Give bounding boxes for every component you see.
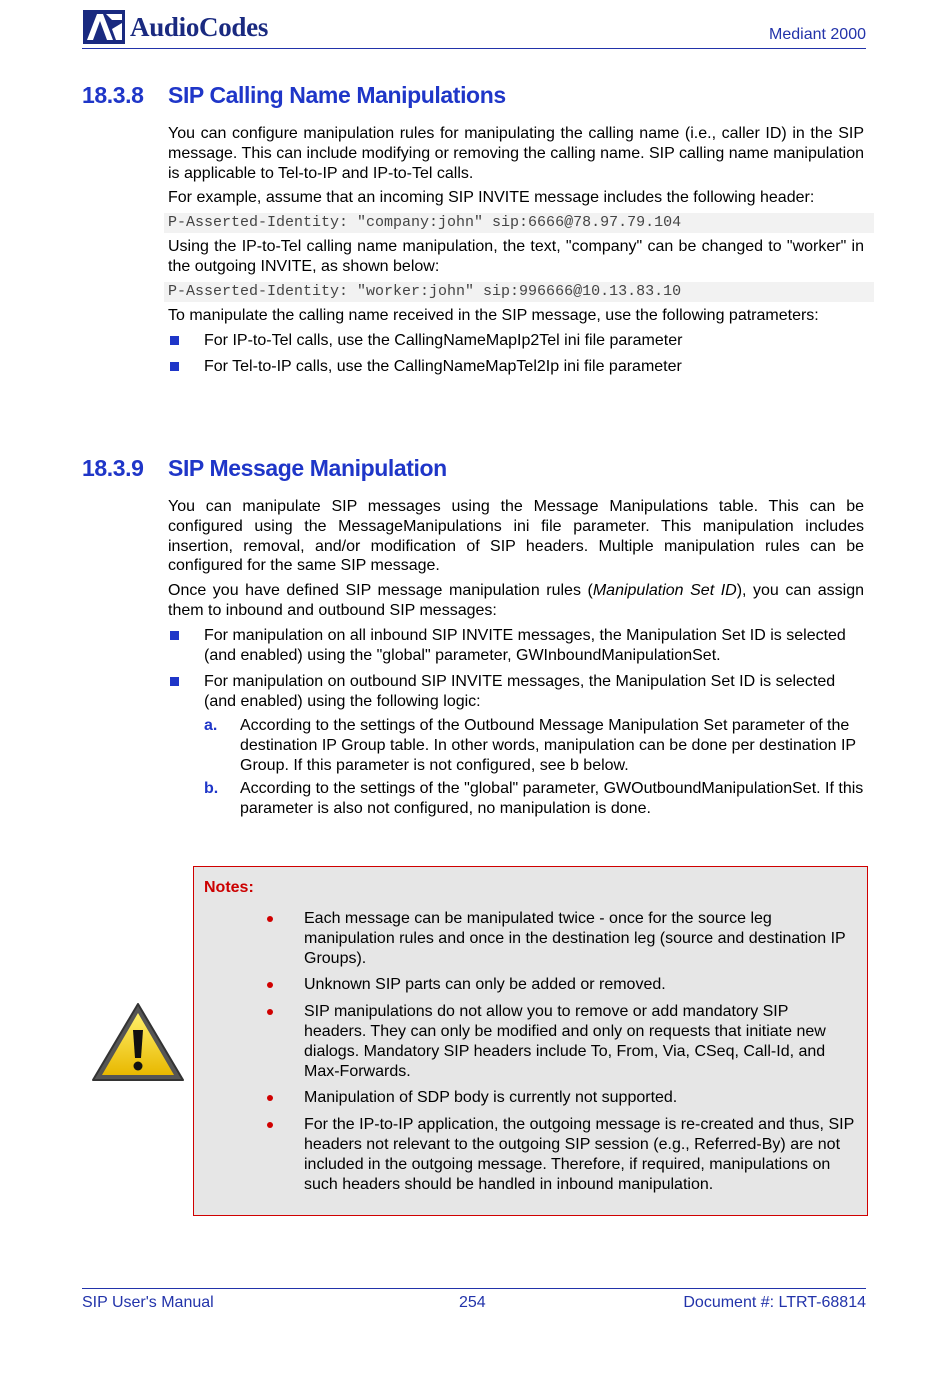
bullet-dot-icon [267, 916, 273, 922]
footer-manual-title: SIP User's Manual [82, 1294, 214, 1311]
list-item: For Tel-to-IP calls, use the CallingNameMapTel2Ip ini file parameter [168, 357, 864, 377]
page-header [82, 8, 866, 49]
bullet-dot-icon [267, 1122, 273, 1128]
page-footer [82, 1288, 866, 1317]
paragraph: To manipulate the calling name received in the SIP message, use the following patrameters: [168, 306, 819, 324]
notes-list [264, 909, 854, 1201]
product-name: Mediant 2000 [769, 26, 866, 43]
page-number: 254 [459, 1294, 486, 1311]
document-number: Document #: LTRT-68814 [683, 1294, 866, 1311]
bullet-list [168, 331, 864, 378]
section-heading-calling-name [82, 82, 506, 109]
sub-list-item: b. According to the settings of the "global" parameter, GWOutboundManipulationSet. If this parameter is also not configured, no manipulation is done. [204, 780, 864, 818]
paragraph: For example, assume that an incoming SIP INVITE message includes the following header: [168, 189, 815, 207]
square-bullet-icon [170, 336, 179, 345]
section-body-calling-name [168, 124, 864, 384]
section-title: SIP Message Manipulation [168, 455, 447, 481]
note-item: Manipulation of SDP body is currently not supported. [264, 1088, 854, 1108]
sub-list [204, 716, 864, 819]
section-number: 18.3.9 [82, 455, 144, 481]
paragraph: You can manipulate SIP messages using the Message Manipulations table. This can be configured using the MessageManipulations ini file parameter. This manipulation includes insertion, removal, and/or modification of SIP headers. Multiple manipulation rules can be configured for the same SIP message. [168, 498, 864, 575]
list-item: For manipulation on all inbound SIP INVITE messages, the Manipulation Set ID is selected (and enabled) using the "global" parameter, GWInboundManipulationSet. [168, 626, 864, 666]
square-bullet-icon [170, 631, 179, 640]
notes-box [193, 866, 868, 1216]
logo-mark-icon [82, 9, 126, 45]
note-item: Each message can be manipulated twice - once for the source leg manipulation rules and once in the destination leg (source and destination IP Groups). [264, 909, 854, 968]
paragraph: Using the IP-to-Tel calling name manipulation, the text, "company" can be changed to "worker" in the outgoing INVITE, as shown below: [168, 238, 864, 275]
note-item: For the IP-to-IP application, the outgoing message is re-created and thus, SIP headers not relevant to the outgoing SIP session (e.g., Referred-By) are not included in the outgoing message. Therefore, if required, manipulations on such headers should be handled in inbound manipulation. [264, 1115, 854, 1194]
code-sample: P-Asserted-Identity: "worker:john" sip:996666@10.13.83.10 [164, 282, 874, 302]
section-heading-message-manipulation [82, 455, 447, 482]
square-bullet-icon [170, 362, 179, 371]
bullet-dot-icon [267, 1009, 273, 1015]
note-item: Unknown SIP parts can only be added or removed. [264, 975, 854, 995]
list-item: For IP-to-Tel calls, use the CallingNameMapIp2Tel ini file parameter [168, 331, 864, 351]
bullet-dot-icon [267, 982, 273, 988]
section-title: SIP Calling Name Manipulations [168, 82, 506, 108]
notes-title: Notes: [204, 879, 254, 896]
paragraph: Once you have defined SIP message manipulation rules (Manipulation Set ID), you can assign them to inbound and outbound SIP messages: [168, 582, 864, 619]
list-item: For manipulation on outbound SIP INVITE messages, the Manipulation Set ID is selected (and enabled) using the following logic: a. According to the settings of the Outbound Message Manipulation Set parameter of the destination IP Group table. In other words, manipulation can be done per destination IP Group. If this parameter is not configured, see b below. b. According to the settings of the "global" parameter, GWOutboundManipulationSet. If this parameter is also not configured, no manipulation is done. [168, 672, 864, 819]
section-number: 18.3.8 [82, 82, 144, 108]
note-item: SIP manipulations do not allow you to remove or add mandatory SIP headers. They can only be modified and only on requests that initiate new dialogs. Mandatory SIP headers include To, From, Via, CSeq, Call-Id, and Max-Forwards. [264, 1002, 854, 1081]
paragraph: You can configure manipulation rules for manipulating the calling name (i.e., caller ID) in the SIP message. This can include modifying or removing the calling name. SIP calling name manipulation is applicable to Tel-to-IP and IP-to-Tel calls. [168, 125, 864, 182]
warning-icon [90, 1000, 186, 1084]
square-bullet-icon [170, 677, 179, 686]
section-body-message-manipulation [168, 497, 864, 826]
audiocodes-logo [82, 8, 268, 46]
bullet-dot-icon [267, 1095, 273, 1101]
sub-list-item: a. According to the settings of the Outbound Message Manipulation Set parameter of the destination IP Group table. In other words, manipulation can be done per destination IP Group. If this parameter is not configured, see b below. [204, 716, 856, 774]
bullet-list [168, 626, 864, 819]
logo-text: AudioCodes [130, 11, 269, 42]
code-sample: P-Asserted-Identity: "company:john" sip:6666@78.97.79.104 [164, 213, 874, 233]
